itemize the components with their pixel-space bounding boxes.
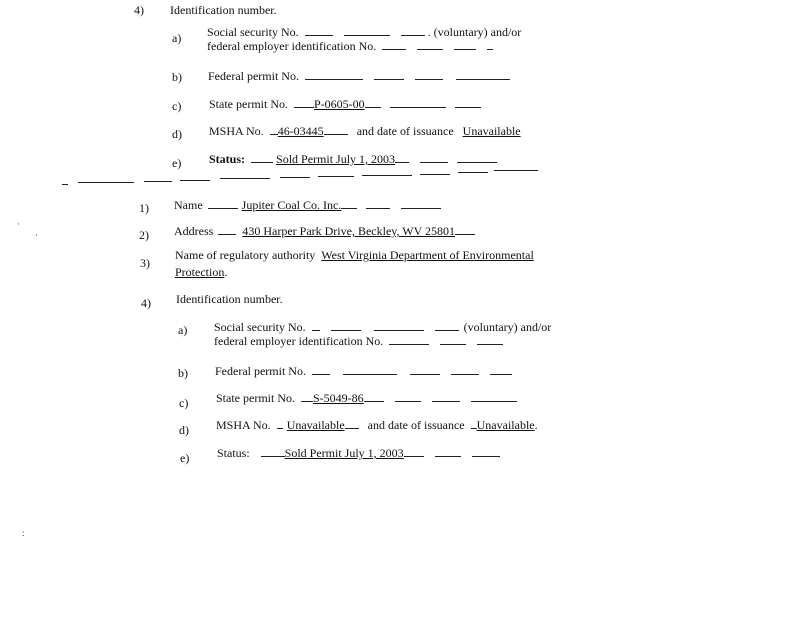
fein-label: federal employer identification No. [214, 334, 384, 348]
fein-blank [382, 39, 406, 50]
status-blank [261, 446, 285, 457]
item-2-number: 2) [139, 228, 149, 242]
msha-value: Unavailable [286, 418, 345, 432]
federal-permit-blank [490, 364, 512, 375]
scan-speck: · [35, 230, 38, 240]
federal-permit-label: Federal permit No. [208, 69, 299, 83]
scan-speck: : [22, 528, 25, 538]
status-blank [472, 446, 500, 457]
fein-blank [454, 39, 476, 50]
status-line [209, 152, 497, 166]
state-permit-blank [455, 97, 481, 108]
name-blank [341, 198, 357, 209]
regulatory-line-1 [175, 249, 534, 262]
address-label: Address [174, 224, 214, 238]
ssn-blank [374, 320, 424, 331]
voluntary-label: . (voluntary) and/or [427, 25, 522, 39]
name-line [174, 198, 441, 212]
scan-speck: · [17, 219, 20, 229]
federal-permit-blank [415, 69, 443, 80]
ssn-line [207, 25, 521, 39]
msha-blank [345, 418, 359, 429]
issuance-value: Unavailable [462, 124, 521, 138]
fein-blank [389, 334, 429, 345]
item-e-number: e) [180, 451, 190, 465]
item-4-heading: Identification number. [176, 292, 283, 306]
item-a-number: a) [178, 323, 188, 337]
item-1-number: 1) [139, 201, 149, 215]
item-4-heading: Identification number. [170, 3, 277, 17]
fein-blank [487, 39, 493, 50]
status-blank [457, 152, 497, 163]
item-b-number: b) [178, 366, 188, 380]
item-b-number: b) [172, 70, 182, 84]
status-blank [420, 152, 448, 163]
msha-blank [270, 124, 278, 135]
ssn-blank [312, 320, 320, 331]
address-blank [455, 224, 475, 235]
federal-permit-blank [305, 69, 363, 80]
regulatory-value: West Virginia Department of Environmental [321, 248, 534, 262]
state-permit-blank [294, 97, 314, 108]
state-permit-blank [301, 391, 313, 402]
item-e-number: e) [172, 156, 182, 170]
status-blank [404, 446, 424, 457]
state-permit-blank [390, 97, 446, 108]
issuance-label: and date of issuance [367, 418, 465, 432]
fein-blank [477, 334, 503, 345]
state-permit-value: P-0605-00 [313, 97, 365, 111]
msha-line [209, 124, 521, 138]
ssn-blank [435, 320, 459, 331]
federal-permit-blank [410, 364, 440, 375]
federal-permit-line [215, 364, 512, 378]
status-value: Sold Permit July 1, 2003 [276, 152, 396, 166]
fein-blank [440, 334, 466, 345]
federal-permit-blank [451, 364, 479, 375]
ssn-blank [305, 25, 333, 36]
name-blank [366, 198, 390, 209]
regulatory-value-continued: Protection [175, 265, 225, 279]
regulatory-line-2: Protection. [175, 265, 228, 279]
federal-permit-blank [343, 364, 397, 375]
state-permit-line [216, 391, 517, 405]
state-permit-blank [395, 391, 421, 402]
status-blank [251, 152, 273, 163]
ssn-label: Social security No. [214, 320, 306, 334]
fein-line [207, 39, 493, 53]
state-permit-value: S-5049-86 [312, 391, 364, 405]
fein-line [214, 334, 503, 348]
voluntary-label: (voluntary) and/or [463, 320, 552, 334]
ssn-blank [344, 25, 390, 36]
status-value: Sold Permit July 1, 2003 [284, 446, 404, 460]
state-permit-blank [471, 391, 517, 402]
federal-permit-blank [374, 69, 404, 80]
msha-value: 46-03445 [277, 124, 324, 138]
item-c-number: c) [172, 99, 182, 113]
federal-permit-line [208, 69, 510, 83]
state-permit-line [209, 97, 481, 111]
status-label: Status: [217, 446, 250, 460]
address-value: 430 Harper Park Drive, Beckley, WV 25801 [242, 224, 456, 238]
item-c-number: c) [179, 396, 189, 410]
item-4-number: 4) [141, 296, 151, 310]
state-permit-label: State permit No. [209, 97, 288, 111]
msha-label: MSHA No. [209, 124, 264, 138]
regulatory-label: Name of regulatory authority [175, 248, 316, 262]
federal-permit-blank [456, 69, 510, 80]
federal-permit-blank [312, 364, 330, 375]
item-a-number: a) [172, 31, 182, 45]
msha-label: MSHA No. [216, 418, 271, 432]
status-blank [435, 446, 461, 457]
item-3-number: 3) [140, 256, 150, 270]
fein-blank [417, 39, 443, 50]
item-d-number: d) [179, 423, 189, 437]
item-d-number: d) [172, 127, 182, 141]
name-blank [208, 198, 238, 209]
ssn-blank [331, 320, 361, 331]
fein-label: federal employer identification No. [207, 39, 377, 53]
msha-line: MSHA No. Unavailable and date of issuance Unavailable. [216, 418, 538, 432]
status-label: Status: [209, 152, 246, 166]
state-permit-blank [364, 391, 384, 402]
issuance-value: Unavailable [476, 418, 535, 432]
status-line [217, 446, 500, 460]
ssn-line [214, 320, 551, 334]
ssn-label: Social security No. [207, 25, 299, 39]
state-permit-label: State permit No. [216, 391, 295, 405]
ssn-blank [401, 25, 425, 36]
name-value: Jupiter Coal Co. Inc. [241, 198, 342, 212]
federal-permit-label: Federal permit No. [215, 364, 306, 378]
issuance-label: and date of issuance [356, 124, 454, 138]
name-blank [401, 198, 441, 209]
address-blank [218, 224, 236, 235]
msha-blank [277, 418, 283, 429]
msha-blank [324, 124, 348, 135]
state-permit-blank [365, 97, 381, 108]
status-blank [395, 152, 409, 163]
name-label: Name [174, 198, 203, 212]
state-permit-blank [432, 391, 460, 402]
address-line [174, 224, 475, 238]
item-4-number: 4) [134, 3, 144, 17]
